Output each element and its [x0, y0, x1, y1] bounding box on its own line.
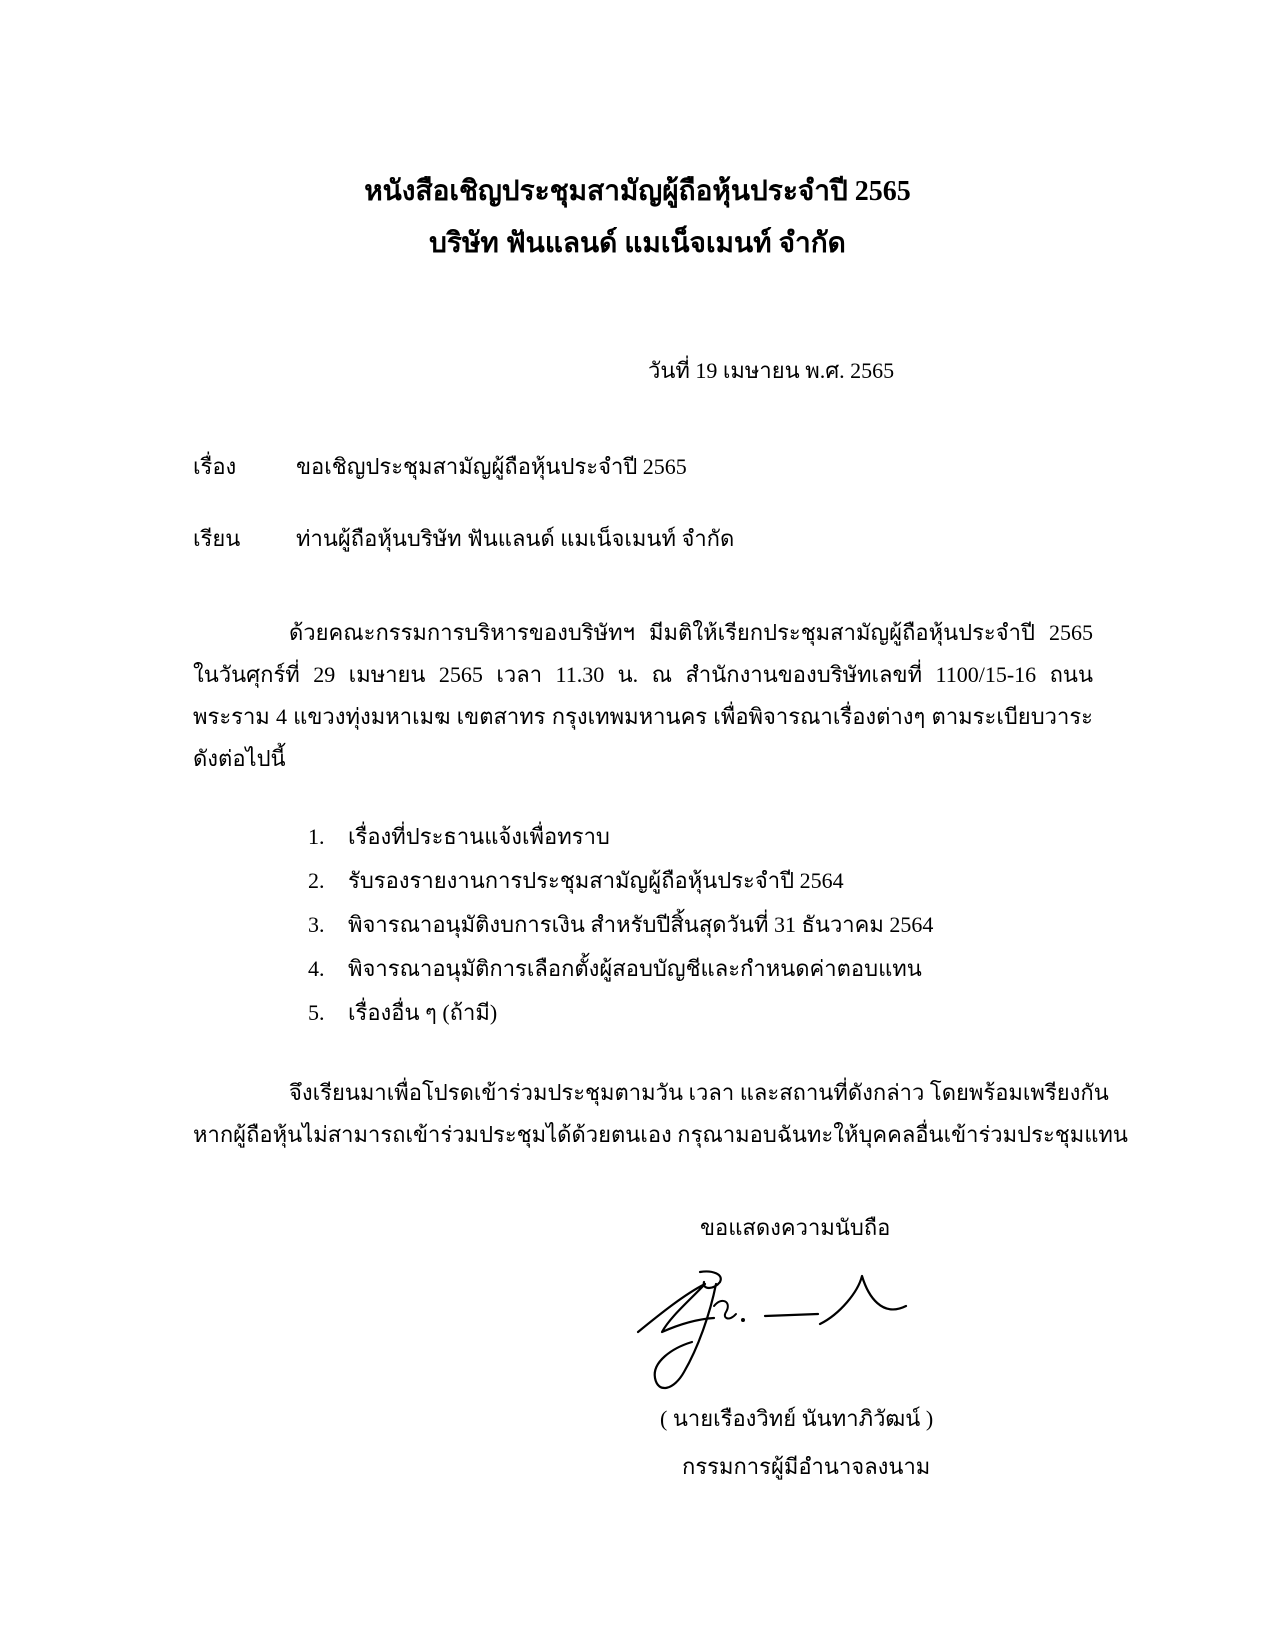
document-title: หนังสือเชิญประชุมสามัญผู้ถือหุ้นประจำปี 2565 — [364, 176, 911, 207]
subject-label: เรื่อง — [193, 454, 237, 479]
paragraph-line: ดังต่อไปนี้ — [193, 746, 286, 771]
agenda-item-number: 1. — [308, 824, 325, 849]
letter-date: วันที่ 19 เมษายน พ.ศ. 2565 — [648, 358, 895, 383]
agenda-item-number: 5. — [308, 1000, 325, 1025]
agenda-item-number: 3. — [308, 912, 325, 937]
agenda-item-text: พิจารณาอนุมัติการเลือกตั้งผู้สอบบัญชีและกำหนดค่าตอบแทน — [348, 956, 922, 981]
agenda-item — [308, 991, 933, 1035]
agenda-item — [308, 903, 933, 947]
closing-salutation: ขอแสดงความนับถือ — [700, 1215, 891, 1240]
subject-value: ขอเชิญประชุมสามัญผู้ถือหุ้นประจำปี 2565 — [296, 454, 687, 479]
agenda-item — [308, 947, 933, 991]
paragraph-line: ในวันศุกร์ที่ 29 เมษายน 2565 เวลา 11.30 น. ณ สำนักงานของบริษัทเลขที่ 1100/15-16 ถนน — [193, 662, 1093, 687]
paragraph-line: พระราม 4 แขวงทุ่งมหาเมฆ เขตสาทร กรุงเทพมหานคร เพื่อพิจารณาเรื่องต่างๆ ตามระเบียบวาระ — [193, 704, 1093, 729]
company-name: บริษัท ฟันแลนด์ แมเน็จเมนท์ จำกัด — [429, 228, 846, 259]
agenda-item-number: 2. — [308, 868, 325, 893]
agenda-item-text: เรื่องอื่น ๆ (ถ้ามี) — [348, 1000, 498, 1025]
agenda-item — [308, 815, 933, 859]
agenda-list — [308, 815, 933, 1035]
agenda-item-text: รับรองรายงานการประชุมสามัญผู้ถือหุ้นประจำปี 2564 — [348, 868, 844, 893]
handwritten-signature — [630, 1262, 920, 1402]
recipient-value: ท่านผู้ถือหุ้นบริษัท ฟันแลนด์ แมเน็จเมนท์ จำกัด — [296, 526, 735, 551]
paragraph-line: ด้วยคณะกรรมการบริหารของบริษัทฯ มีมติให้เรียกประชุมสามัญผู้ถือหุ้นประจำปี 2565 — [289, 620, 1093, 645]
paragraph-line: จึงเรียนมาเพื่อโปรดเข้าร่วมประชุมตามวัน เวลา และสถานที่ดังกล่าว โดยพร้อมเพรียงกัน — [289, 1080, 1109, 1105]
recipient-label: เรียน — [193, 526, 241, 551]
agenda-item-text: เรื่องที่ประธานแจ้งเพื่อทราบ — [348, 824, 610, 849]
signer-name: ( นายเรืองวิทย์ นันทาภิวัฒน์ ) — [660, 1406, 934, 1431]
agenda-item-text: พิจารณาอนุมัติงบการเงิน สำหรับปีสิ้นสุดวันที่ 31 ธันวาคม 2564 — [348, 912, 934, 937]
agenda-item — [308, 859, 933, 903]
agenda-item-number: 4. — [308, 956, 325, 981]
body-paragraph-invitation — [193, 612, 1093, 780]
body-paragraph-request — [193, 1072, 1128, 1156]
paragraph-line: หากผู้ถือหุ้นไม่สามารถเข้าร่วมประชุมได้ด้วยตนเอง กรุณามอบฉันทะให้บุคคลอื่นเข้าร่วมประชุมแทน — [193, 1122, 1128, 1147]
signer-title: กรรมการผู้มีอำนาจลงนาม — [682, 1454, 931, 1479]
